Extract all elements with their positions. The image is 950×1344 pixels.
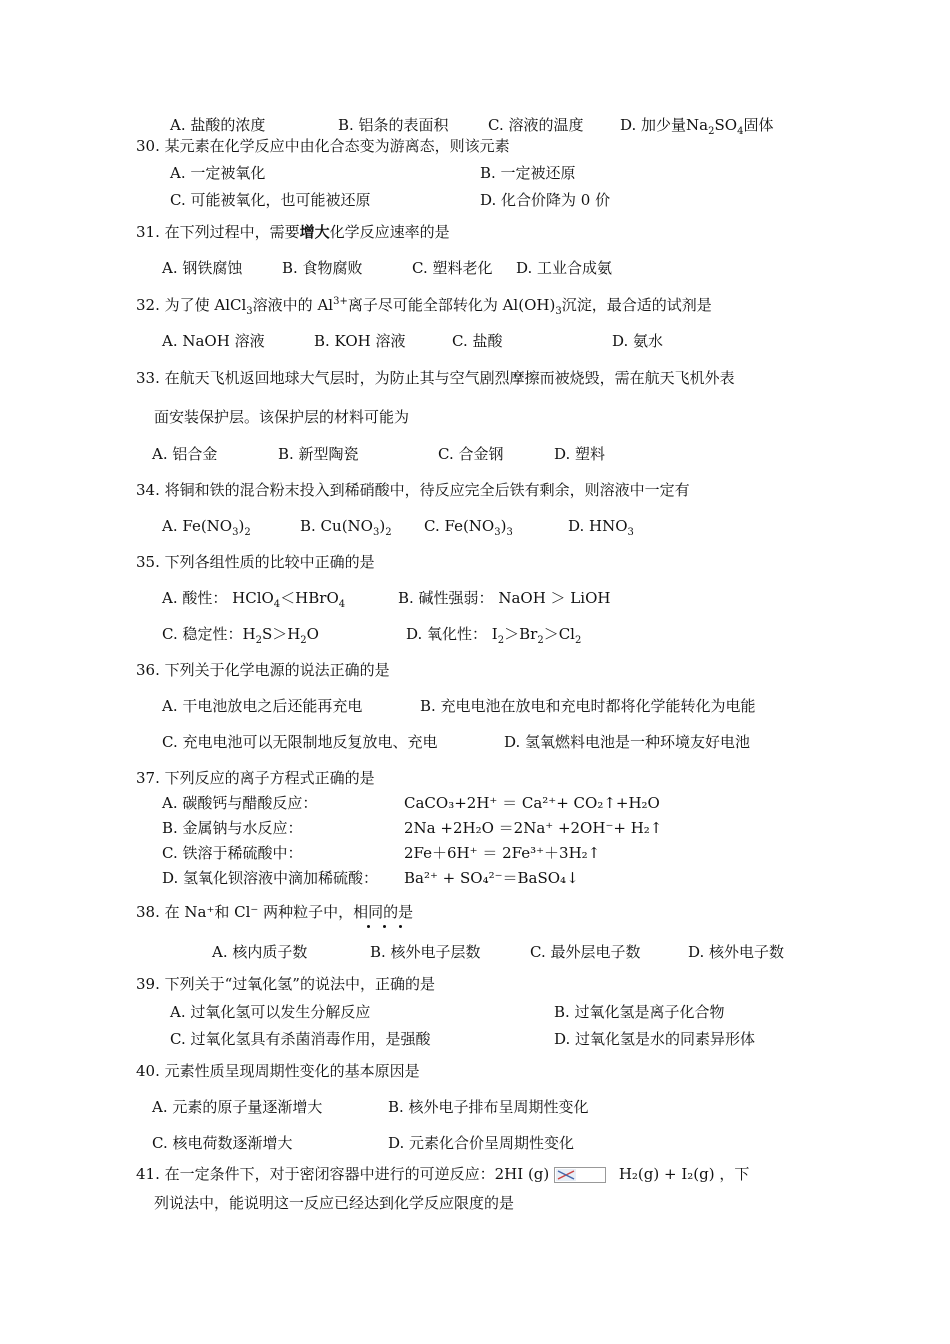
emphasis-dot: [399, 925, 402, 928]
q30-option-c: C. 可能被氧化，也可能被还原: [170, 191, 371, 209]
q31-stem: 31. 在下列过程中，需要增大化学反应速率的是: [136, 223, 450, 241]
q37-option-a: A. 碳酸钙与醋酸反应：: [162, 794, 318, 812]
q31-option-d: D. 工业合成氨: [516, 259, 613, 277]
q35-stem: 35. 下列各组性质的比较中正确的是: [136, 553, 375, 571]
q31-options: [162, 258, 613, 278]
q34-option-a: A. $Fe(NO_3)_2$: [162, 517, 251, 538]
q33-option-c: C. 合金钢: [438, 445, 504, 463]
q30-stem: 30. 某元素在化学反应中由化合态变为游离态，则该元素: [136, 137, 510, 155]
q34-options: [162, 516, 634, 538]
q38-stem: 38. 在 Na⁺和 Cl⁻ 两种粒子中，相同的是: [136, 903, 414, 921]
q39-stem: 39. 下列关于“过氧化氢”的说法中，正确的是: [136, 975, 435, 993]
q33-options: [152, 444, 606, 464]
q31-option-c: C. 塑料老化: [412, 259, 493, 277]
q37-option-d: D. 氢氧化钡溶液中滴加稀硫酸：: [162, 869, 379, 887]
q38-option-b: B. 核外电子层数: [370, 943, 481, 961]
q36-option-d: D. 氢氧燃料电池是一种环境友好电池: [504, 733, 751, 751]
q35-option-b: B. 碱性强弱： NaOH ＞ LiOH: [398, 589, 611, 607]
q33-option-b: B. 新型陶瓷: [278, 445, 359, 463]
q37-equation-c: 2Fe＋6H⁺ ＝ 2Fe³⁺＋3H₂↑: [404, 844, 601, 862]
emphasis-dot: [383, 925, 386, 928]
q37-equation-a: CaCO₃+2H⁺ ＝ Ca²⁺+ CO₂↑+H₂O: [404, 794, 660, 812]
q31-emphasis: 增大: [299, 223, 330, 241]
emphasis-dot: [367, 925, 370, 928]
q35-option-a: A. 酸性： HClO$_4$＜HBrO$_4$: [162, 589, 346, 610]
q29-option-a: A. 盐酸的浓度: [170, 116, 266, 134]
q32-options: [162, 331, 664, 351]
q39-option-b: B. 过氧化氢是离子化合物: [554, 1003, 725, 1021]
q40-stem: 40. 元素性质呈现周期性变化的基本原因是: [136, 1062, 420, 1080]
q41-stem: 41. 在一定条件下，对于密闭容器中进行的可逆反应：2HI (g) H₂(g) + I₂(g) ，下: [136, 1165, 750, 1183]
q33-stem-line2: 面安装保护层。该保护层的材料可能为: [154, 408, 410, 426]
q31-option-b: B. 食物腐败: [282, 259, 363, 277]
q39-option-d: D. 过氧化氢是水的同素异形体: [554, 1030, 756, 1048]
q30-option-a: A. 一定被氧化: [170, 164, 266, 182]
q33-stem-line1: 33. 在航天飞机返回地球大气层时，为防止其与空气剧烈摩擦而被烧毁，需在航天飞机外表: [136, 369, 735, 387]
q29-option-d: D. 加少量$Na_2SO_4$固体: [620, 116, 774, 137]
q34-stem: 34. 将铜和铁的混合粉末投入到稀硝酸中，待反应完全后铁有剩余，则溶液中一定有: [136, 481, 690, 499]
q32-stem: 32. 为了使 AlCl$_3$溶液中的 $Al^{3+}$离子尽可能全部转化为 $Al(OH)_3$沉淀，最合适的试剂是: [136, 296, 712, 317]
q35-option-c: C. 稳定性：$H_2S>H_2O$: [162, 625, 319, 646]
q38-option-c: C. 最外层电子数: [530, 943, 641, 961]
q38-option-a: A. 核内质子数: [212, 943, 308, 961]
q34-option-b: B. $Cu(NO_3)_2$: [300, 517, 392, 538]
q39-option-a: A. 过氧化氢可以发生分解反应: [170, 1003, 371, 1021]
q33-option-a: A. 铝合金: [152, 445, 218, 463]
q32-option-a: A. NaOH 溶液: [162, 332, 265, 350]
reversible-arrow-icon: [554, 1167, 606, 1183]
q39-option-c: C. 过氧化氢具有杀菌消毒作用，是强酸: [170, 1030, 431, 1048]
q38-options: [212, 942, 785, 962]
q37-option-b: B. 金属钠与水反应：: [162, 819, 303, 837]
q40-option-d: D. 元素化合价呈周期性变化: [388, 1134, 575, 1152]
q36-option-a: A. 干电池放电之后还能再充电: [162, 697, 363, 715]
q30-option-d: D. 化合价降为 0 价: [480, 191, 611, 209]
q38-option-d: D. 核外电子数: [688, 943, 785, 961]
q32-option-d: D. 氨水: [612, 332, 664, 350]
q37-equation-d: Ba²⁺ + SO₄²⁻＝BaSO₄↓: [404, 869, 579, 887]
q37-equation-b: 2Na +2H₂O ＝2Na⁺ +2OH⁻+ H₂↑: [404, 819, 663, 837]
q37-stem: 37. 下列反应的离子方程式正确的是: [136, 769, 375, 787]
q40-option-c: C. 核电荷数逐渐增大: [152, 1134, 293, 1152]
q34-option-c: C. $Fe(NO_3)_3$: [424, 517, 513, 538]
q29-option-b: B. 铝条的表面积: [338, 116, 449, 134]
q32-option-b: B. KOH 溶液: [314, 332, 406, 350]
q40-option-a: A. 元素的原子量逐渐增大: [152, 1098, 323, 1116]
q30-option-b: B. 一定被还原: [480, 164, 576, 182]
q37-option-c: C. 铁溶于稀硫酸中：: [162, 844, 303, 862]
q34-option-d: D. $HNO_3$: [568, 517, 634, 538]
q32-option-c: C. 盐酸: [452, 332, 503, 350]
q29-options: [170, 115, 774, 137]
q41-stem-line2: 列说法中，能说明这一反应已经达到化学反应限度的是: [154, 1194, 515, 1212]
q35-option-d: D. 氧化性： $I_2>Br_2>Cl_2$: [406, 625, 582, 646]
q29-option-c: C. 溶液的温度: [488, 116, 584, 134]
q36-stem: 36. 下列关于化学电源的说法正确的是: [136, 661, 390, 679]
q33-option-d: D. 塑料: [554, 445, 606, 463]
q36-option-c: C. 充电电池可以无限制地反复放电、充电: [162, 733, 438, 751]
q31-option-a: A. 钢铁腐蚀: [162, 259, 243, 277]
q40-option-b: B. 核外电子排布呈周期性变化: [388, 1098, 589, 1116]
q36-option-b: B. 充电电池在放电和充电时都将化学能转化为电能: [420, 697, 756, 715]
